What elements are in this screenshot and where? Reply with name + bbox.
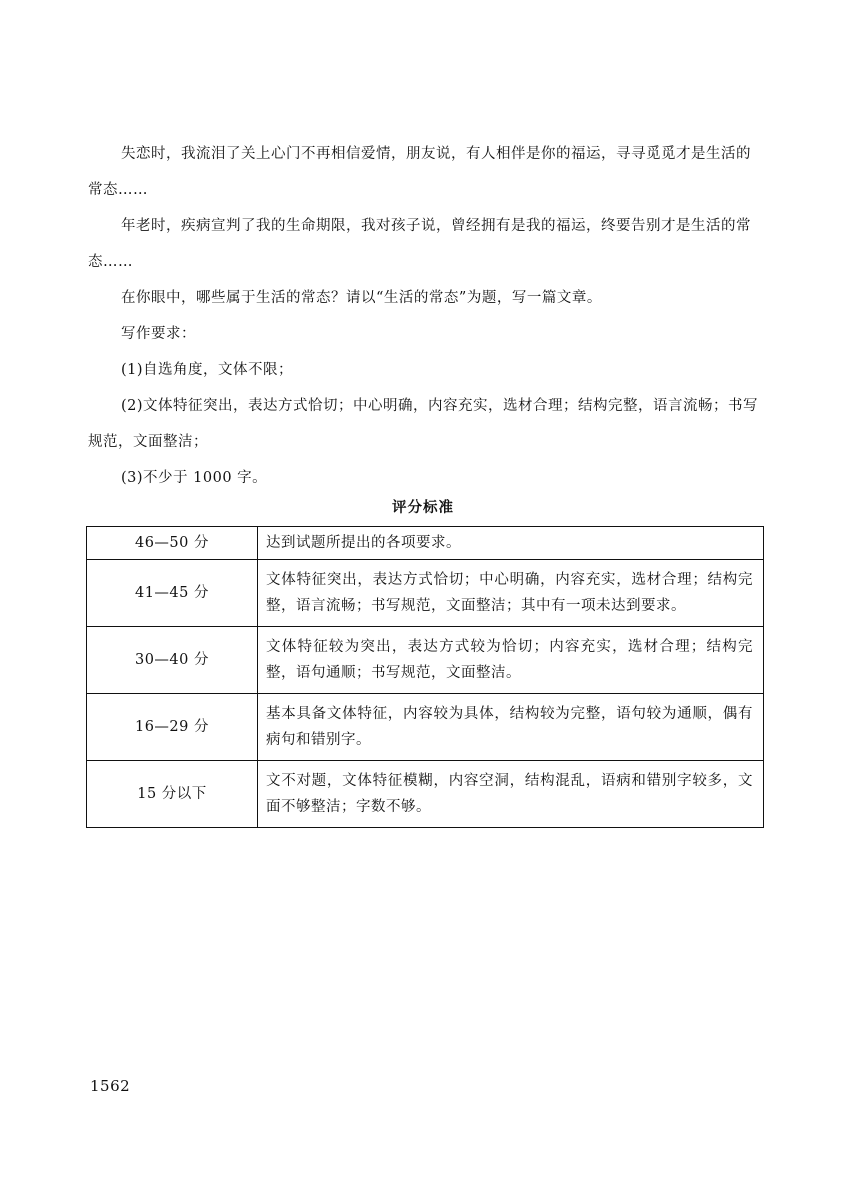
- score-range: 46—50 分: [87, 527, 258, 560]
- requirement-2: (2)文体特征突出，表达方式恰切；中心明确，内容充实，选材合理；结构完整，语言流畅；书写规范，文面整洁；: [88, 398, 759, 450]
- score-range: 15 分以下: [87, 761, 258, 828]
- table-row: [87, 761, 764, 828]
- score-range: 16—29 分: [87, 694, 258, 761]
- score-criteria: 文体特征突出，表达方式恰切；中心明确，内容充实，选材合理；结构完整，语言流畅；书写规范，文面整洁；其中有一项未达到要求。: [258, 560, 764, 627]
- score-criteria: 基本具备文体特征，内容较为具体，结构较为完整，语句较为通顺，偶有病句和错别字。: [258, 694, 764, 761]
- scoring-table-title: 评分标准: [392, 499, 454, 516]
- requirement-3: (3)不少于 1000 字。: [121, 470, 268, 486]
- score-range: 41—45 分: [87, 560, 258, 627]
- paragraph-old-age: 年老时，疾病宣判了我的生命期限，我对孩子说，曾经拥有是我的福运，终要告别才是生活的常态……: [88, 218, 751, 270]
- score-criteria: 达到试题所提出的各项要求。: [258, 527, 764, 560]
- table-row: [87, 627, 764, 694]
- scoring-table: [86, 526, 764, 828]
- writing-requirements-heading: 写作要求：: [121, 326, 196, 342]
- paragraph-prompt: 在你眼中，哪些属于生活的常态？请以“生活的常态”为题，写一篇文章。: [121, 290, 602, 306]
- page-number: 1562: [90, 1077, 131, 1095]
- requirement-1: (1)自选角度，文体不限；: [121, 362, 294, 378]
- score-range: 30—40 分: [87, 627, 258, 694]
- table-row: [87, 560, 764, 627]
- score-criteria: 文体特征较为突出，表达方式较为恰切；内容充实，选材合理；结构完整，语句通顺；书写规范，文面整洁。: [258, 627, 764, 694]
- table-row: [87, 694, 764, 761]
- table-row: [87, 527, 764, 560]
- paragraph-breakup: 失恋时，我流泪了关上心门不再相信爱情，朋友说，有人相伴是你的福运，寻寻觅觅才是生活的常态……: [88, 146, 751, 198]
- score-criteria: 文不对题，文体特征模糊，内容空洞，结构混乱，语病和错别字较多，文面不够整洁；字数不够。: [258, 761, 764, 828]
